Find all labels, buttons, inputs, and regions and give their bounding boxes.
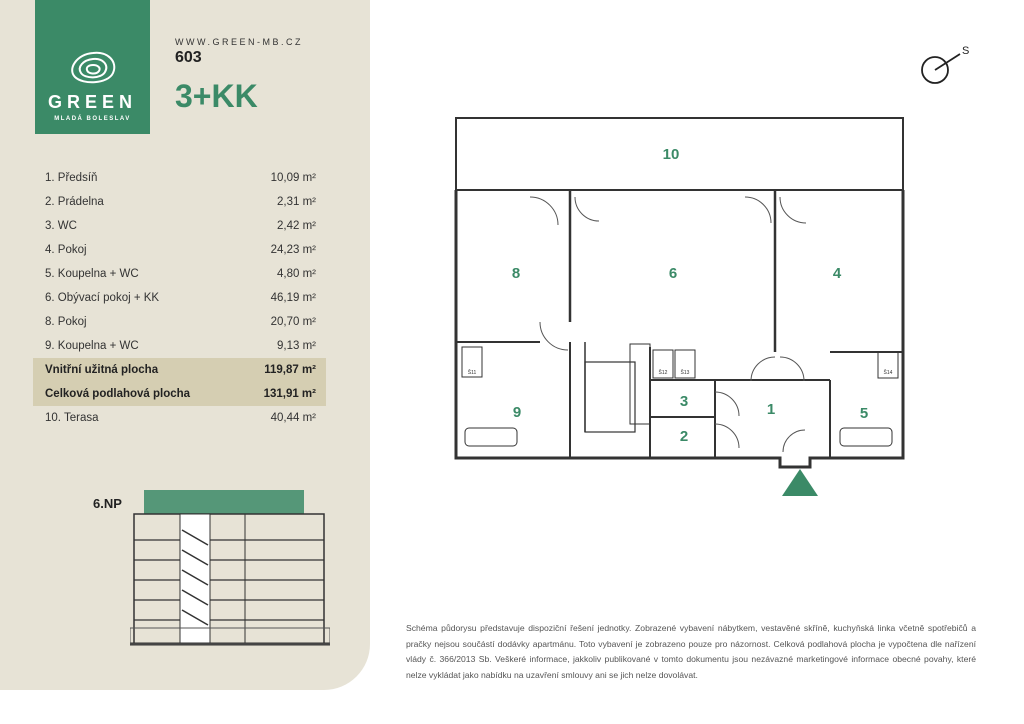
floor-plan [450,112,915,502]
room-name: 9. Koupelna + WC [45,340,139,352]
room-row [33,214,326,238]
room-area: 2,42 m² [277,220,316,232]
shaft-label: Š14 [883,370,893,376]
room-label-9: 9 [512,404,522,421]
terrace-area: 40,44 m² [270,412,316,424]
website-url[interactable]: WWW.GREEN-MB.CZ [175,37,303,47]
shaft-label: Š12 [658,370,668,376]
brand-location: MLADÁ BOLESLAV [54,116,131,122]
room-row [33,190,326,214]
total-area: 131,91 m² [263,388,316,400]
shaft-label: Š11 [467,370,477,376]
room-name: 2. Prádelna [45,196,104,208]
room-row [33,310,326,334]
floor-label: 6.NP [93,496,122,511]
disclaimer-text: Schéma půdorysu představuje dispoziční řešení jednotky. Zobrazené vybavení nábytkem, vestavěné skříně, kuchyňská linka včetně spotřebičů a pračky nejsou součástí dodávky apartmánu. Toto vybavení je zobrazeno pouze pro názornost. Celková podlahová plocha je vypočtena dle nařízení vlády č. 366/2013 Sb. Veškeré informace, jakkoliv publikované v tomto dokumentu jsou nezávazné marketingové informace obecné povahy, které nelze vykládat jako nabídku na uzavření smlouvy ani se jich nelze dovolávat. [406,623,976,680]
room-area: 2,31 m² [277,196,316,208]
room-name: 6. Obývací pokoj + KK [45,292,160,304]
room-label-2: 2 [679,428,689,445]
room-label-1: 1 [766,401,776,418]
room-area: 20,70 m² [270,316,316,328]
room-area: 46,19 m² [270,292,316,304]
total-name: Vnitřní užitná plocha [45,364,159,376]
room-area: 9,13 m² [277,340,316,352]
room-row [33,166,326,190]
terrace-row [33,406,326,430]
room-area: 10,09 m² [270,172,316,184]
total-name: Celková podlahová plocha [45,388,191,400]
total-row-floor [33,382,326,406]
room-name: 5. Koupelna + WC [45,268,139,280]
total-area: 119,87 m² [264,364,316,376]
brand-name: GREEN [47,92,137,112]
shaft-label: Š13 [680,370,690,376]
unit-number: 603 [175,49,202,66]
room-label-3: 3 [679,393,689,410]
room-label-8: 8 [511,265,521,282]
room-label-5: 5 [859,405,869,422]
logo-mark-icon [63,48,123,88]
room-row [33,334,326,358]
room-row [33,286,326,310]
terrace-name: 10. Terasa [45,412,99,424]
building-section-drawing [130,470,330,655]
room-name: 4. Pokoj [45,244,87,256]
room-row [33,262,326,286]
room-row [33,238,326,262]
room-name: 3. WC [45,220,77,232]
room-area: 24,23 m² [270,244,316,256]
compass-letter: S [962,45,970,57]
room-label-4: 4 [832,265,842,282]
room-name: 8. Pokoj [45,316,87,328]
unit-type: 3+KK [175,78,258,114]
room-name: 1. Předsíň [45,172,98,184]
brand-logo [35,0,150,134]
room-label-6: 6 [668,265,678,282]
compass-icon [920,40,980,90]
room-area-table [33,166,326,430]
total-row-usable [33,358,326,382]
room-label-10: 10 [662,146,680,163]
entrance-marker-icon [782,469,818,496]
room-area: 4,80 m² [277,268,316,280]
